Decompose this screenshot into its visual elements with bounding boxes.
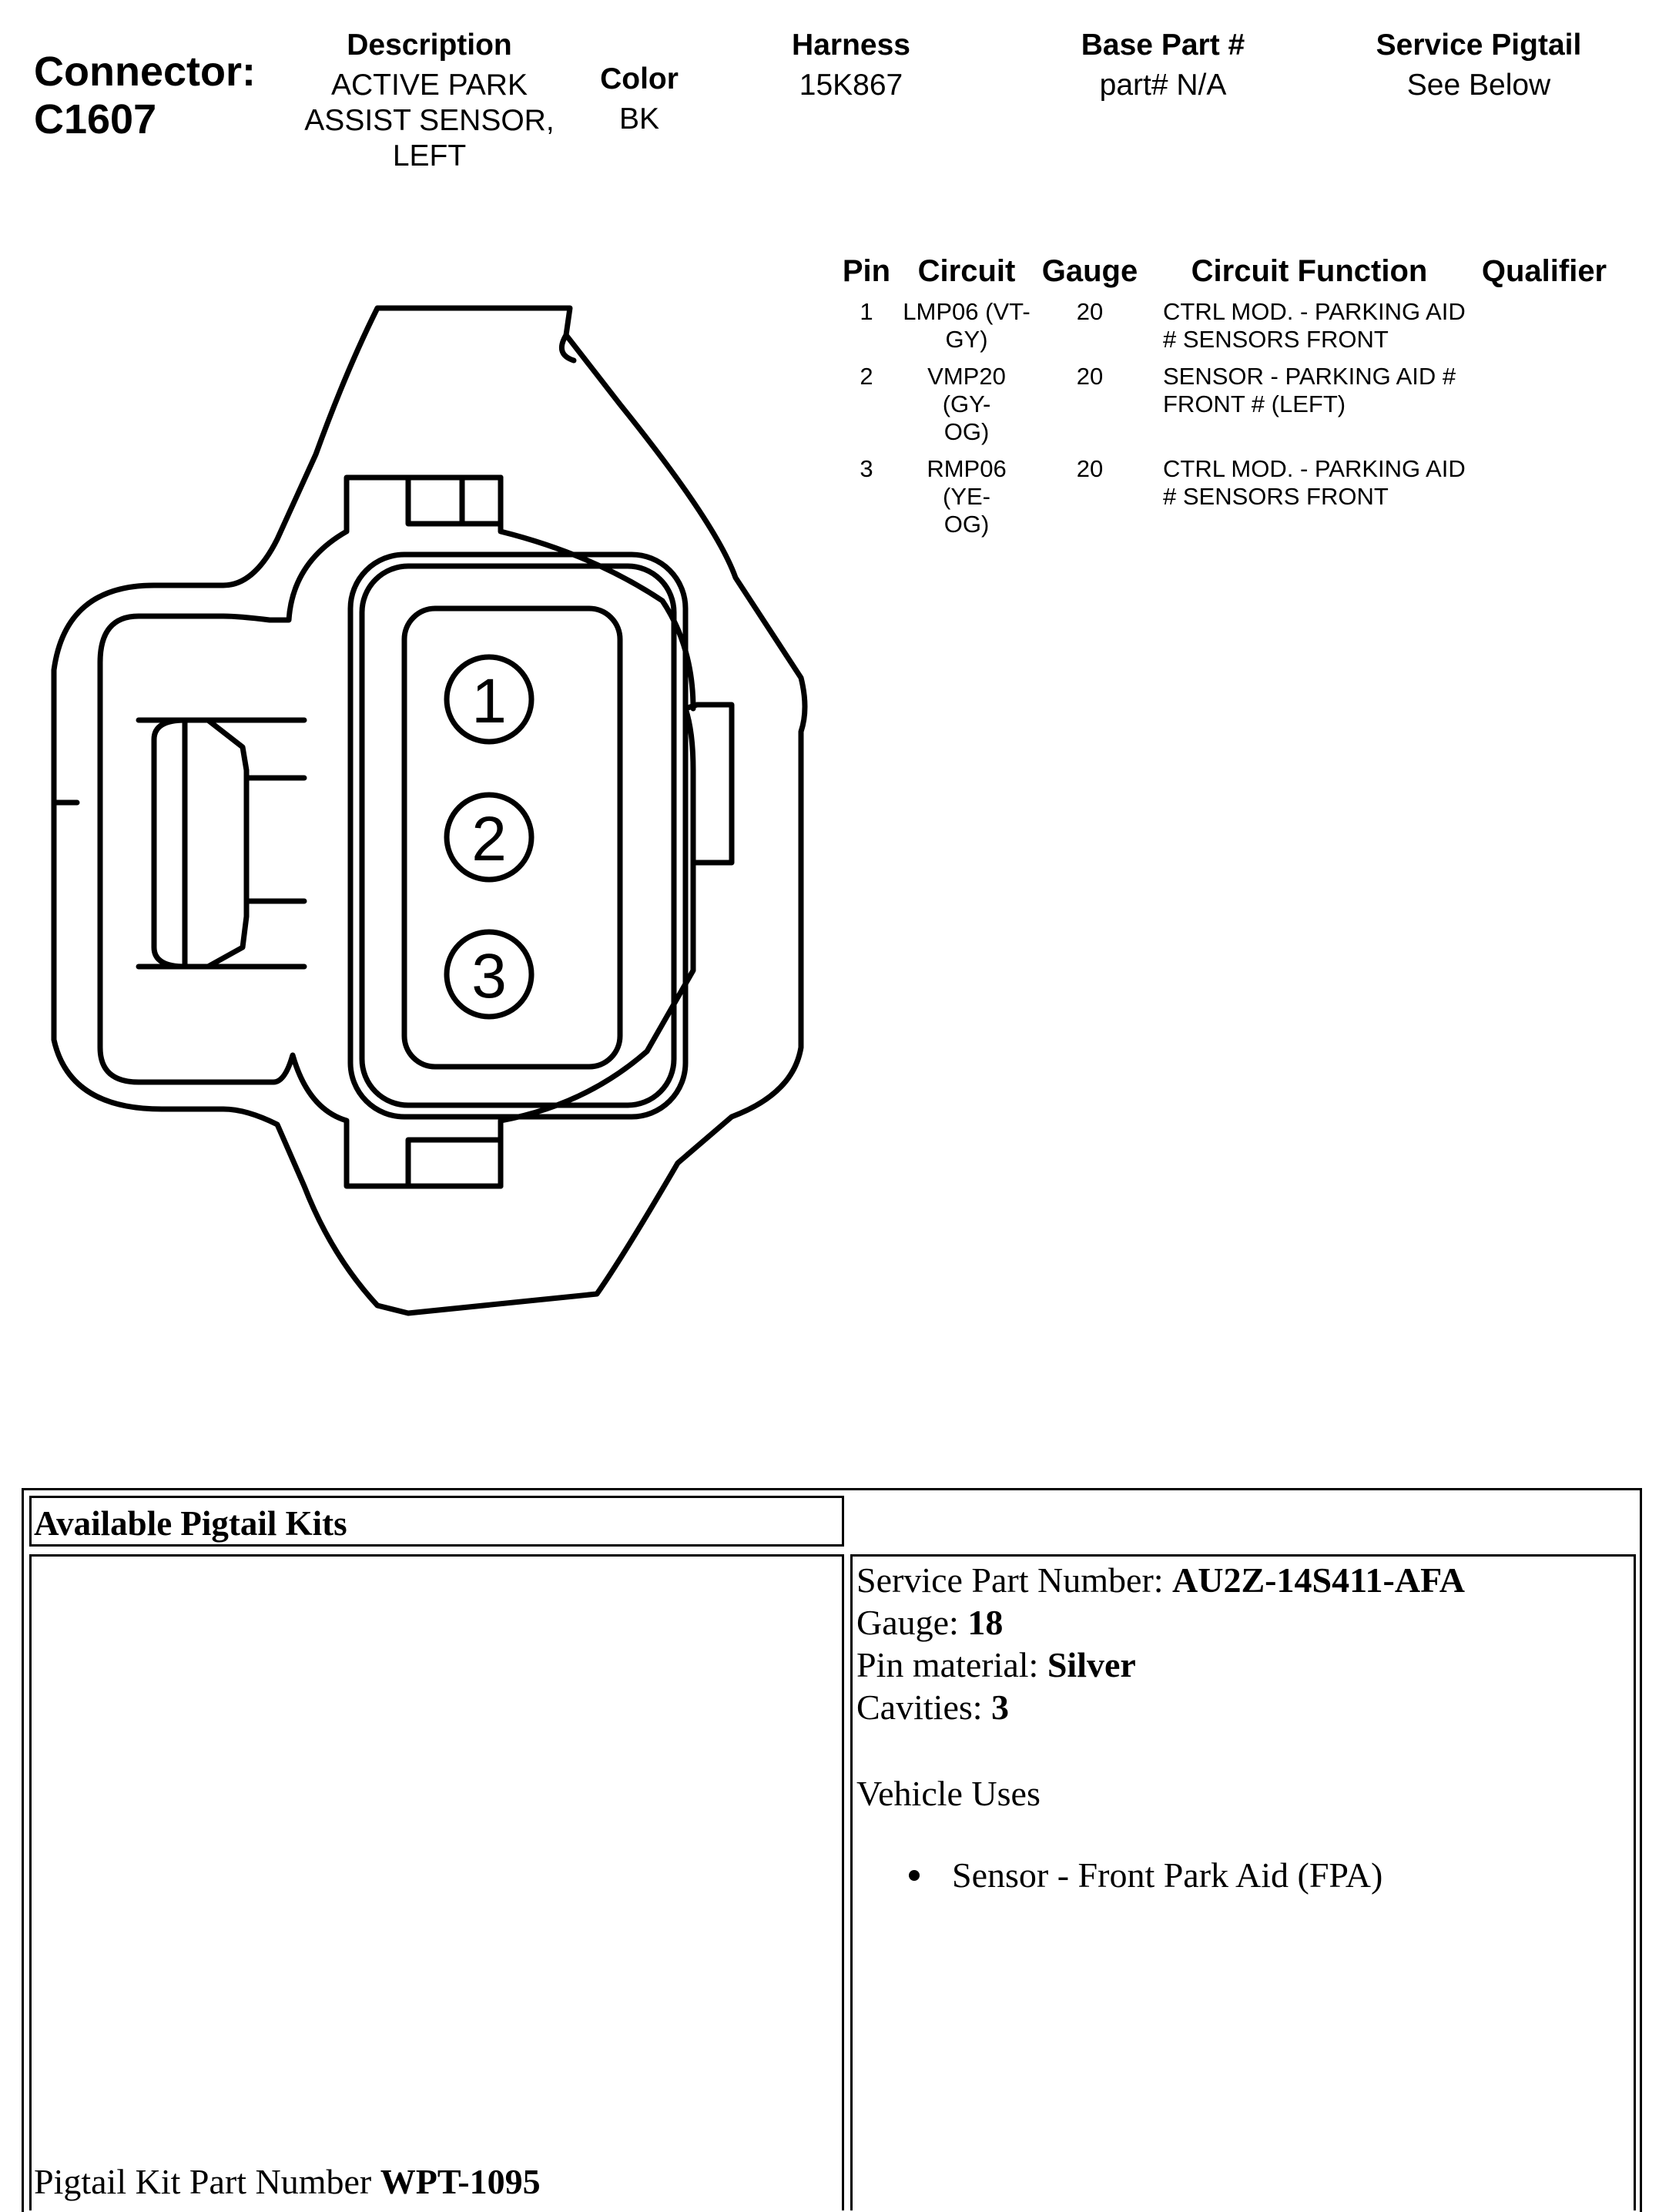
connector-face-diagram <box>0 277 847 1394</box>
harness-value: 15K867 <box>799 69 903 102</box>
circuit-line: LMP06 (VT- <box>903 298 1031 325</box>
cavity-frame-inner <box>404 608 620 1067</box>
color-value: BK <box>618 102 660 136</box>
function-cell <box>1148 363 1471 455</box>
qualifier-header: Qualifier <box>1481 254 1607 288</box>
qualifier-cell <box>1471 455 1617 548</box>
service-pigtail-value: See Below <box>1406 69 1551 102</box>
top-latch <box>408 478 501 524</box>
function-line: # SENSORS FRONT <box>1163 483 1389 510</box>
pin-number: 3 <box>860 455 873 482</box>
gauge-cell: 20 <box>1076 298 1104 325</box>
function-line: # SENSORS FRONT <box>1163 326 1389 353</box>
kit-header-spacer <box>850 1496 1636 1547</box>
list-item <box>909 1855 1382 1895</box>
qualifier-cell <box>1471 363 1617 455</box>
service-part-line <box>856 1559 1465 1601</box>
service-pigtail-heading: Service Pigtail <box>1376 28 1582 62</box>
gauge-cell: 20 <box>1076 455 1104 482</box>
color-column <box>570 62 709 137</box>
description-line: ASSIST SENSOR, <box>304 104 555 137</box>
connector-id: C1607 <box>34 96 157 142</box>
pin-material-label: Pin material: <box>856 1645 1047 1684</box>
latch-tab <box>154 720 246 967</box>
pin-number: 2 <box>860 363 873 390</box>
vehicle-uses-list <box>909 1855 1382 1895</box>
qualifier-cell <box>1471 298 1617 363</box>
connector-label <box>34 48 256 143</box>
pin-3-label: 3 <box>471 941 507 1011</box>
pin-1-label: 1 <box>471 666 507 736</box>
circuit-function-header: Circuit Function <box>1191 254 1428 288</box>
cavities-value: 3 <box>991 1687 1010 1727</box>
service-part-label: Service Part Number: <box>856 1560 1173 1600</box>
circuit-line: GY) <box>945 326 988 353</box>
function-line: SENSOR - PARKING AID # <box>1163 363 1456 390</box>
circuit-line: OG) <box>943 511 990 538</box>
circuit-cell <box>901 363 1032 455</box>
circuit-header: Circuit <box>917 254 1016 288</box>
table-row <box>832 298 1617 363</box>
gauge-label: Gauge: <box>856 1603 968 1642</box>
harness-heading: Harness <box>792 28 910 62</box>
gauge-value: 18 <box>967 1603 1004 1642</box>
bullet-icon <box>909 1870 920 1881</box>
cavities-line <box>856 1686 1465 1728</box>
kit-part-label: Pigtail Kit Part Number <box>34 2162 380 2201</box>
pin-number: 1 <box>860 298 873 325</box>
pin-material-line <box>856 1644 1465 1686</box>
circuit-cell <box>901 298 1032 363</box>
circuit-line: RMP06 (YE- <box>927 455 1007 510</box>
pigtail-kits-title: Available Pigtail Kits <box>34 1504 347 1543</box>
harness-column <box>739 28 963 103</box>
vehicle-use-text: Sensor - Front Park Aid (FPA) <box>952 1855 1383 1895</box>
function-cell <box>1148 298 1471 363</box>
description-heading: Description <box>347 28 512 62</box>
gauge-cell: 20 <box>1076 363 1104 390</box>
pin-material-value: Silver <box>1047 1645 1136 1684</box>
service-pigtail-column <box>1340 28 1617 103</box>
middle-shell-right <box>501 478 693 709</box>
function-line: CTRL MOD. - PARKING AID <box>1163 298 1466 325</box>
base-part-column <box>1040 28 1286 103</box>
service-part-value: AU2Z-14S411-AFA <box>1172 1560 1465 1600</box>
pin-table-header-row <box>832 254 1617 298</box>
base-part-heading: Base Part # <box>1081 28 1245 62</box>
gauge-header: Gauge <box>1041 254 1138 288</box>
pigtail-kit-part-number <box>34 2161 541 2202</box>
kit-image-cell <box>29 1554 844 2210</box>
kit-specs <box>856 1559 1465 1728</box>
cavity-frame-mid <box>362 566 674 1105</box>
description-line: ACTIVE PARK <box>330 69 528 102</box>
gauge-line <box>856 1601 1465 1644</box>
description-line: LEFT <box>392 139 467 173</box>
pin-table <box>832 254 1617 548</box>
table-row <box>832 455 1617 548</box>
bottom-latch <box>408 1140 501 1186</box>
color-heading: Color <box>600 62 679 96</box>
base-part-value: part# N/A <box>1099 69 1227 102</box>
circuit-line: OG) <box>943 418 990 445</box>
function-line: CTRL MOD. - PARKING AID <box>1163 455 1466 482</box>
pin-2-label: 2 <box>471 804 507 874</box>
connector-label-line1: Connector: <box>34 49 256 95</box>
circuit-cell <box>901 455 1032 548</box>
function-line: FRONT # (LEFT) <box>1163 390 1346 417</box>
pin-header: Pin <box>842 254 891 288</box>
description-column <box>277 28 581 174</box>
vehicle-uses-title: Vehicle Uses <box>856 1774 1041 1813</box>
function-cell <box>1148 455 1471 548</box>
table-row <box>832 363 1617 455</box>
kit-part-value: WPT-1095 <box>380 2162 541 2201</box>
circuit-line: VMP20 (GY- <box>927 363 1006 417</box>
cavity-frame-outer <box>350 555 685 1117</box>
cavities-label: Cavities: <box>856 1687 992 1727</box>
